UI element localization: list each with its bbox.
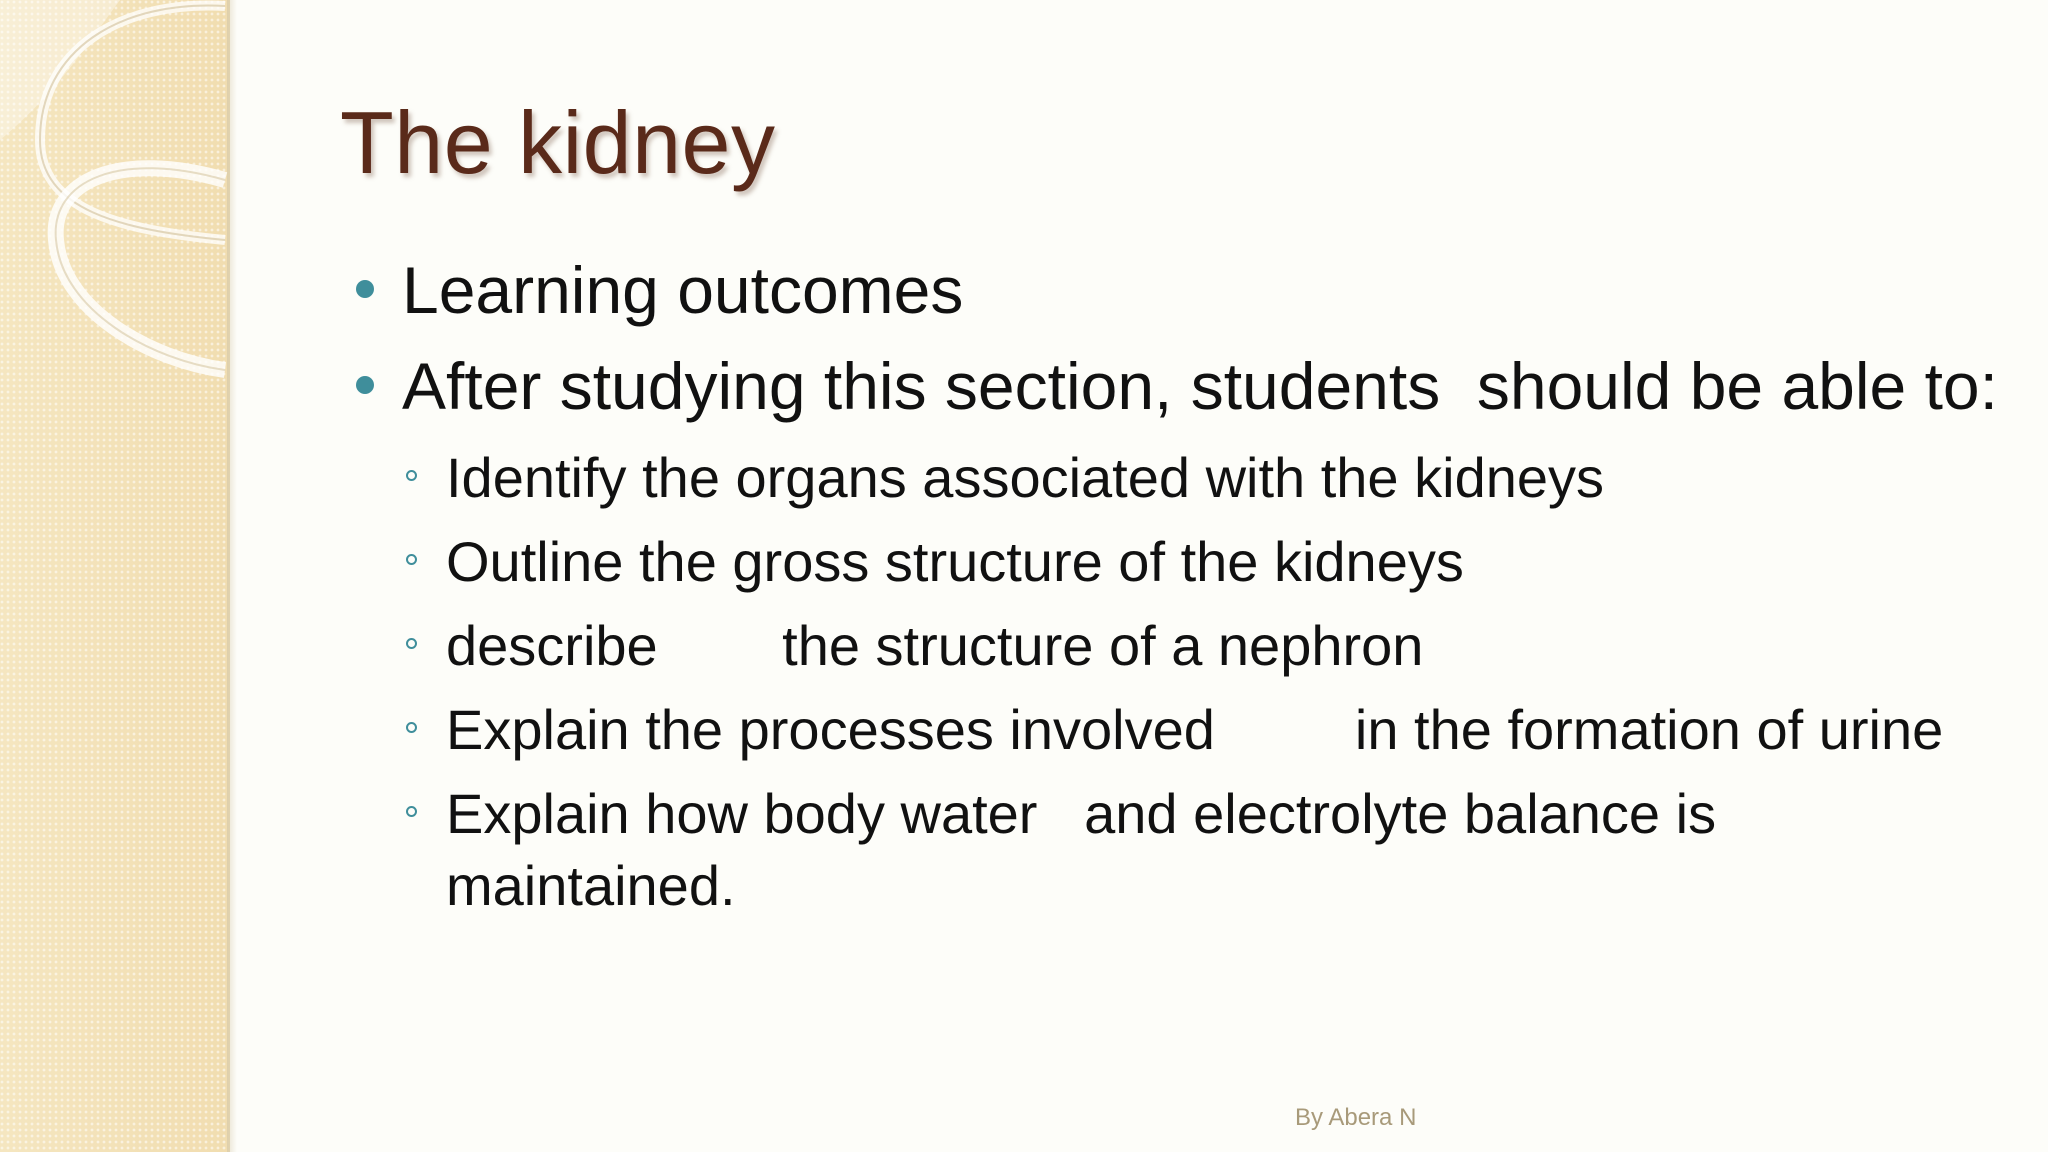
hollow-bullet-icon — [406, 638, 417, 649]
sub-bullet-item — [352, 778, 2002, 922]
hollow-bullet-icon — [406, 806, 417, 817]
sub-bullet-list — [352, 442, 2002, 922]
sub-bullet-text: Explain how body water and electrolyte balance is maintained. — [446, 782, 1732, 917]
hollow-bullet-icon — [406, 554, 417, 565]
sub-bullet-text: Explain the processes involved in the formation of urine — [446, 698, 1944, 761]
sub-bullet-item — [352, 442, 2002, 514]
footer-author: By Abera N — [1295, 1104, 1417, 1131]
bullet-text: After studying this section, students should be able to: — [402, 349, 1998, 423]
sub-bullet-item — [352, 610, 2002, 682]
swirl-ornament-icon — [0, 0, 260, 420]
bullet-learning-outcomes — [352, 250, 2002, 330]
slide-title: The kidney — [340, 93, 776, 192]
slide-content — [352, 250, 2002, 934]
sub-bullet-item — [352, 694, 2002, 766]
bullet-dot-icon — [356, 280, 374, 298]
bullet-text: Learning outcomes — [402, 253, 964, 327]
sub-bullet-text: describe the structure of a nephron — [446, 614, 1424, 677]
hollow-bullet-icon — [406, 470, 417, 481]
sub-bullet-text: Identify the organs associated with the kidneys — [446, 446, 1605, 509]
bullet-after-studying — [352, 346, 2002, 426]
hollow-bullet-icon — [406, 722, 417, 733]
bullet-dot-icon — [356, 376, 374, 394]
sub-bullet-item — [352, 526, 2002, 598]
sub-bullet-text: Outline the gross structure of the kidneys — [446, 530, 1464, 593]
